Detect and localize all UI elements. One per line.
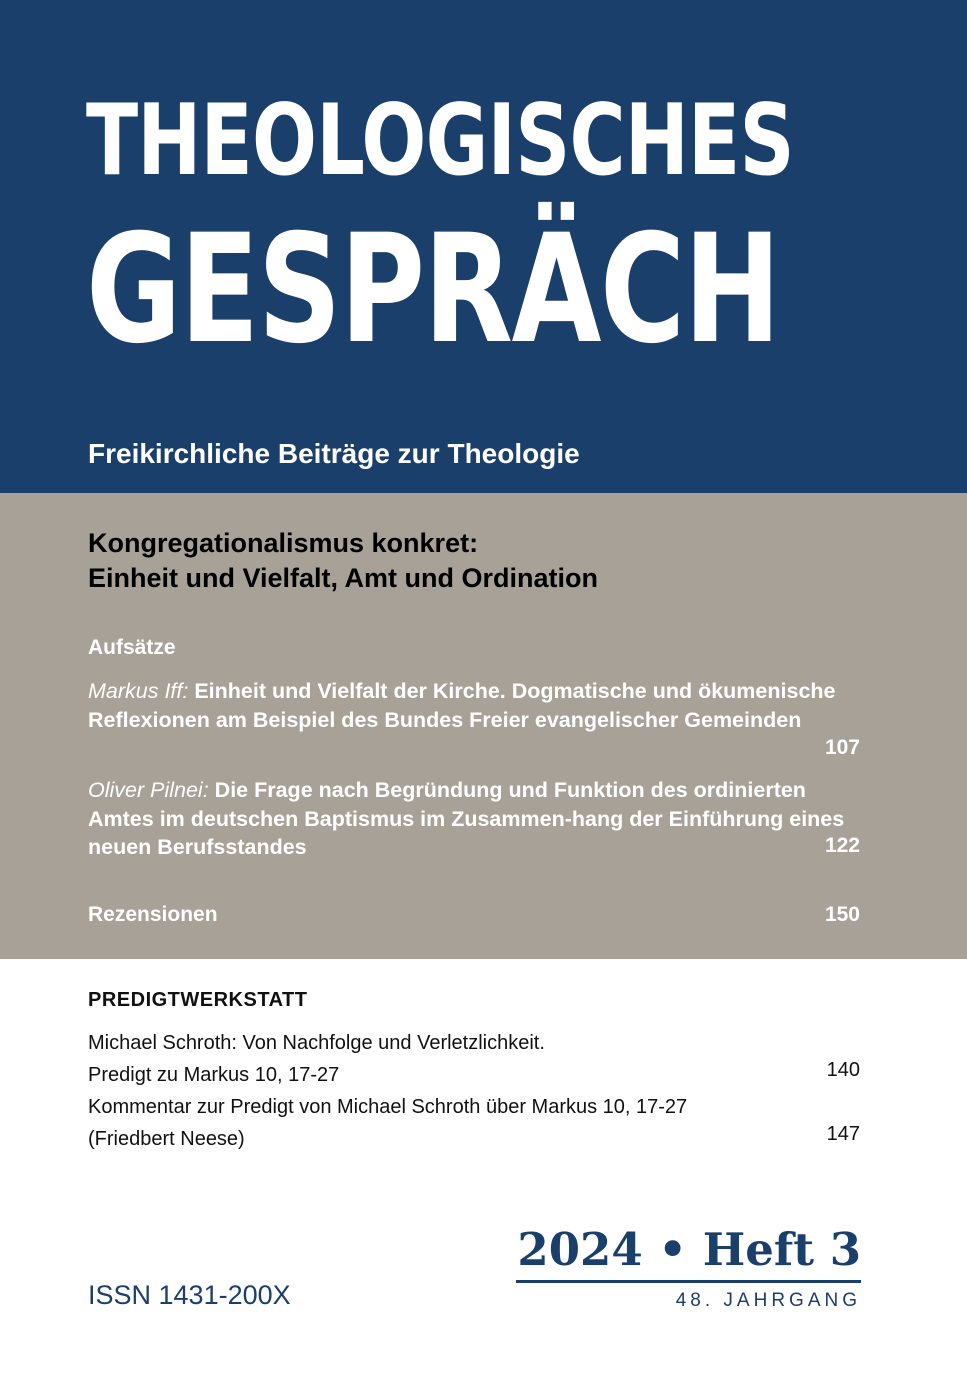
year-issue: 2024 • Heft 3 <box>517 1223 861 1276</box>
issue-theme-line1: Kongregationalismus konkret: <box>88 528 479 558</box>
section-heading-predigtwerkstatt: PREDIGTWERKSTATT <box>88 989 308 1011</box>
article-entry-1 <box>88 677 860 734</box>
issue-theme-line2: Einheit und Vielfalt, Amt und Ordination <box>88 563 598 593</box>
issue-theme <box>88 526 598 596</box>
predigt-entry-line1: Kommentar zur Predigt von Michael Schroth über Markus 10, 17-27 <box>88 1096 688 1118</box>
section-heading-aufsaetze: Aufsätze <box>88 636 176 659</box>
predigt-entry-line1: Michael Schroth: Von Nachfolge und Verletzlichkeit. <box>88 1032 545 1054</box>
journal-title-line2: GESPRÄCH <box>86 203 780 377</box>
journal-subtitle: Freikirchliche Beiträge zur Theologie <box>88 438 580 469</box>
rezensionen-page-number: 150 <box>824 903 860 926</box>
predigt-entry-1 <box>88 1027 860 1091</box>
issn-number: ISSN 1431-200X <box>88 1280 291 1310</box>
journal-title-line1: THEOLOGISCHES <box>86 84 794 198</box>
article-author: Oliver Pilnei: <box>88 778 209 802</box>
article-entry-2 <box>88 776 860 862</box>
article-author: Markus Iff: <box>88 679 189 703</box>
predigt-page-number: 147 <box>826 1123 860 1145</box>
predigt-page-number: 140 <box>826 1059 860 1081</box>
article-page-number: 107 <box>824 736 860 759</box>
article-page-number: 122 <box>824 834 860 857</box>
issue-divider-rule <box>516 1280 861 1283</box>
section-heading-rezensionen: Rezensionen <box>88 903 218 926</box>
article-title: Die Frage nach Begründung und Funktion des ordinierten Amtes im deutschen Baptismus im Zusammen-hang der Einführung eines neuen Berufsstandes <box>88 778 845 859</box>
article-title: Einheit und Vielfalt der Kirche. Dogmatische und ökumenische Reflexionen am Beispiel des Bundes Freier evangelischer Gemeinden <box>88 679 836 732</box>
predigt-entry-line2: Predigt zu Markus 10, 17-27 <box>88 1064 340 1086</box>
predigt-entry-line2: (Friedbert Neese) <box>88 1128 245 1150</box>
volume-number: 48. JAHRGANG <box>675 1290 861 1311</box>
predigt-entry-2 <box>88 1091 860 1155</box>
masthead-band <box>0 0 967 493</box>
